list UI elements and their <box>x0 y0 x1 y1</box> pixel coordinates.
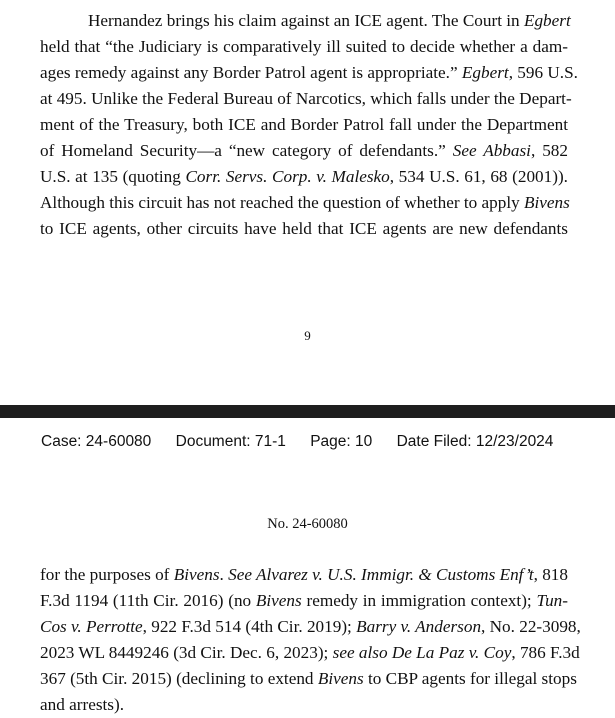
italic-citation: Egbert <box>461 63 509 82</box>
text-run: held that “the Judiciary is comparatively ill suited to decide whether a dam- <box>40 37 568 56</box>
italic-citation: Bivens <box>255 591 302 610</box>
text-line <box>40 216 568 242</box>
body-paragraph-bottom <box>40 562 581 718</box>
text-line <box>40 164 568 190</box>
header-document: Document: 71-1 <box>175 433 286 450</box>
text-run: , No. 22-3098, <box>481 617 581 636</box>
header-page: Page: 10 <box>310 433 373 450</box>
text-run: and arrests). <box>40 695 124 714</box>
italic-citation: see also De La Paz v. Coy <box>332 643 512 662</box>
text-run: , 596 U.S. <box>508 63 578 82</box>
text-line <box>40 138 568 164</box>
italic-citation: See Alvarez v. U.S. Immigr. & Customs Enf’t <box>228 565 534 584</box>
text-run: Hernandez brings his claim against an ICE agent. The Court in <box>88 11 524 30</box>
text-run: , 786 F.3d <box>511 643 580 662</box>
text-line <box>40 562 568 588</box>
page-10 <box>0 418 615 714</box>
page-separator <box>0 405 615 418</box>
italic-citation: Bivens <box>317 669 364 688</box>
italic-citation: Barry v. Anderson <box>356 617 482 636</box>
text-run: at 495. Unlike the Federal Bureau of Narcotics, which falls under the Depart- <box>40 89 572 108</box>
text-line <box>40 34 568 60</box>
header-case: Case: 24-60080 <box>41 433 152 450</box>
text-run: Although this circuit has not reached the question of whether to apply <box>40 193 524 212</box>
text-line <box>40 60 578 86</box>
italic-citation: Tun- <box>536 591 568 610</box>
text-run: 2023 WL 8449246 (3d Cir. Dec. 6, 2023); <box>40 643 333 662</box>
italic-citation: Corr. Servs. Corp. v. Malesko <box>185 167 390 186</box>
italic-citation: Bivens <box>173 565 220 584</box>
text-run: , 582 <box>530 141 568 160</box>
italic-citation: Egbert <box>523 11 571 30</box>
text-line <box>40 692 568 718</box>
italic-citation: Cos v. Perrotte <box>40 617 143 636</box>
text-line <box>40 588 568 614</box>
text-line <box>40 86 572 112</box>
page-number: 9 <box>304 328 311 343</box>
text-line <box>40 666 577 692</box>
text-run: to CBP agents for illegal stops <box>363 669 577 688</box>
text-run: . <box>219 565 229 584</box>
italic-citation: Bivens <box>524 193 570 212</box>
text-line <box>40 190 568 216</box>
italic-citation: See Abbasi <box>452 141 531 160</box>
text-run: ages remedy against any Border Patrol agent is appropriate.” <box>40 63 462 82</box>
text-line <box>40 614 581 640</box>
body-paragraph-top <box>40 8 578 242</box>
text-line <box>40 8 571 34</box>
text-run: for the purposes of <box>40 565 174 584</box>
filing-header <box>41 433 601 451</box>
text-run: , 818 <box>533 565 568 584</box>
docket-number: No. 24-60080 <box>267 516 348 532</box>
text-run: ment of the Treasury, both ICE and Border Patrol fall under the Department <box>40 115 568 134</box>
text-run: to ICE agents, other circuits have held that ICE agents are new defendants <box>40 219 568 238</box>
text-run: remedy in immigration context); <box>301 591 537 610</box>
text-run: , 534 U.S. 61, 68 (2001)). <box>389 167 568 186</box>
text-run: 367 (5th Cir. 2015) (declining to extend <box>40 669 318 688</box>
text-line <box>40 640 580 666</box>
text-line <box>40 112 568 138</box>
header-date-filed: Date Filed: 12/23/2024 <box>396 433 554 450</box>
text-run: U.S. at 135 (quoting <box>40 167 186 186</box>
text-run: F.3d 1194 (11th Cir. 2016) (no <box>40 591 256 610</box>
text-run: of Homeland Security—a “new category of defendants.” <box>40 141 453 160</box>
text-run: , 922 F.3d 514 (4th Cir. 2019); <box>142 617 357 636</box>
